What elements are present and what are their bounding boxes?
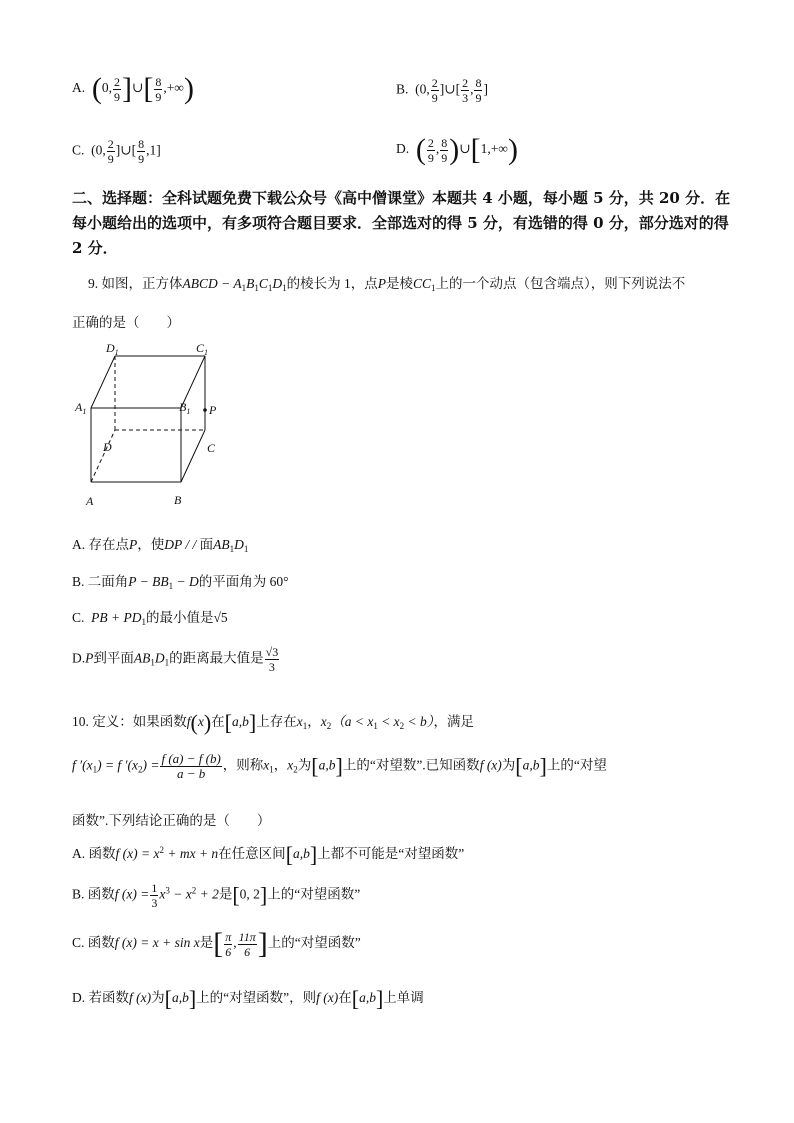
q10-stem-line1: 10. 定义：如果函数f(x)在[a,b]上存在$x_1$，$x_2(a < x_1 < x_2 < b)$，满足 bbox=[72, 710, 475, 735]
label-a: A bbox=[86, 494, 94, 508]
label-b: B bbox=[174, 493, 182, 507]
label-d1: $D_1$ bbox=[106, 341, 119, 357]
label-b1: $B_1$ bbox=[179, 400, 191, 416]
edge-a-d-hidden bbox=[91, 430, 115, 482]
q9-stem-line2: 正确的是（ ） bbox=[72, 315, 180, 330]
q8-option-d: D. ( $\frac{2}{9}$ , $\frac{8}{9}$ )∪[1,+∞) bbox=[396, 133, 518, 166]
label-d: D bbox=[103, 440, 112, 454]
label-a1: $A_1$ bbox=[75, 400, 87, 416]
q10-option-b: B. 函数f (x) = $\frac{1}{3}$ $x^3 - x^2 + 2$是[0, 2]上的“对望函数” bbox=[72, 881, 361, 910]
q9-option-b: B. 二面角$P - BB_1 - D$的平面角为 60° bbox=[72, 574, 289, 591]
section-2-heading: 二、选择题：全科试题免费下载公众号《高中僧课堂》本题共 4 小题，每小题 5 分，共 20 分．在每小题给出的选项中，有多项符合题目要求．全部选对的得 5 分，有选错的得 0 分，部分选对的得 2 分． bbox=[72, 189, 731, 257]
q9-option-a: A. 存在点P，使DP / / 面$AB_1D_1$ bbox=[72, 537, 249, 554]
point-p bbox=[203, 408, 207, 412]
q8-option-b: B. (0, $\frac{2}{9}$ ]∪[ $\frac{2}{3}$ , $\frac{8}{9}$ ] bbox=[396, 76, 488, 105]
q10-stem-line3: 函数”.下列结论正确的是（ ） bbox=[72, 813, 271, 828]
label-c1: $C_1$ bbox=[196, 341, 209, 357]
edge-a1-d1 bbox=[91, 356, 115, 408]
q9-stem-line1: 9. 如图，正方体ABCD − $A_1B_1C_1D_1$的棱长为 1，点P是棱$CC_1$上的一个动点（包含端点），则下列说法不 bbox=[88, 276, 686, 293]
q10-stem-line2: f $'(x_1) = f$ $'(x_2)$ = $\frac{f (a) - f (b)}{a - b}$ ，则称$x_1$，$x_2$为[a,b]上的“对望数”.已知函数f (x)为[a,b]上的“对望 bbox=[72, 751, 607, 781]
cube-figure bbox=[70, 340, 230, 515]
q10-option-a: A. 函数f $(x) = x^2$ + mx + n在任意区间[a,b]上都不可能是“对望函数” bbox=[72, 842, 465, 867]
q8-option-a: A. (0, $\frac{2}{9}$ ]∪[ $\frac{8}{9}$ ,+∞) bbox=[72, 72, 194, 105]
q10-option-c: C. 函数f (x) = x + sin x是[ $\frac{\pi}{6}$ , $\frac{11\pi}{6}$ ]上的“对望函数” bbox=[72, 927, 361, 960]
label-p: P bbox=[209, 403, 217, 417]
q9-option-d: D.P到平面$AB_1D_1$的距离最大值是 $\frac{√3}{3}$ bbox=[72, 645, 279, 674]
edge-b-c bbox=[181, 430, 205, 482]
q8-option-c: C. (0, $\frac{2}{9}$ ]∪[ $\frac{8}{9}$ ,1] bbox=[72, 137, 161, 166]
q9-option-c: C. PB + $PD_1$的最小值是√5 bbox=[72, 610, 228, 627]
label-c: C bbox=[207, 441, 216, 455]
q10-option-d: D. 若函数f (x)为[a,b]上的“对望函数”，则f (x)在[a,b]上单调 bbox=[72, 986, 424, 1011]
